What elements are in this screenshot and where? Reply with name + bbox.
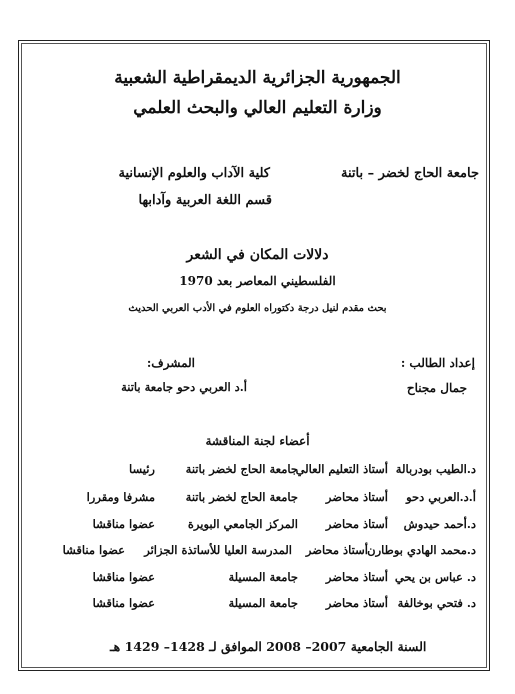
member-name: د. فتحي بوخالفة [397,596,476,610]
academic-year: السنة الجامعية 2007– 2008 الموافق لـ 1428– 1429 هـ [110,639,427,654]
member-rank: أستاذ محاضر [305,543,368,557]
member-role: عضوا مناقشا [92,517,155,531]
member-rank: أستاذ محاضر [325,570,388,584]
republic-heading: الجمهورية الجزائرية الديمقراطية الشعبية [114,68,401,88]
member-name: أ.د.العربي دحو [406,490,476,504]
member-role: عضوا مناقشا [92,570,155,584]
thesis-title-line1: دلالات المكان في الشعر [186,247,329,263]
member-institution: جامعة المسيلة [228,570,298,584]
committee-heading: أعضاء لجنة المناقشة [205,434,310,448]
department-name: قسم اللغة العربية وآدابها [138,193,272,208]
member-name: د. عباس بن يحي [394,570,476,584]
member-institution: جامعة الحاج لخضر باتنة [185,462,298,476]
member-role: عضوا مناقشا [62,543,125,557]
committee-row [40,462,480,480]
member-rank: أستاذ محاضر [325,596,388,610]
supervisor-name: أ.د العربي دحو جامعة باتنة [121,380,247,394]
committee-row [40,543,480,561]
member-institution: جامعة المسيلة [228,596,298,610]
faculty-name: كلية الآداب والعلوم الإنسانية [118,166,270,181]
thesis-title-line2: الفلسطيني المعاصر بعد 1970 [179,274,336,288]
member-role: رئيسا [129,462,155,476]
committee-row [40,490,480,508]
committee-row [40,517,480,535]
member-institution: المركز الجامعي البويرة [187,517,298,531]
member-name: د.الطيب بودربالة [395,462,476,476]
supervisor-label: المشرف: [146,356,195,370]
member-institution: المدرسة العليا للأساتذة الجزائر [144,543,292,557]
university-name: جامعة الحاج لخضر – باتنة [340,166,479,181]
member-name: د.محمد الهادي بوطارن [367,543,476,557]
member-rank: أستاذ محاضر [325,490,388,504]
member-role: عضوا مناقشا [92,596,155,610]
thesis-subtitle: بحث مقدم لنيل درجة دكتوراه العلوم في الأدب العربي الحديث [128,303,387,314]
member-name: د.أحمد حيدوش [403,517,476,531]
member-rank: أستاذ محاضر [325,517,388,531]
committee-row [40,570,480,588]
member-rank: أستاذ التعليم العالي [295,462,388,476]
student-label: إعداد الطالب : [400,356,475,370]
student-name: جمال مجناح [406,381,467,395]
ministry-heading: وزارة التعليم العالي والبحث العلمي [133,98,382,118]
member-role: مشرفا ومقررا [86,490,155,504]
committee-row [40,596,480,614]
member-institution: جامعة الحاج لخضر باتنة [185,490,298,504]
